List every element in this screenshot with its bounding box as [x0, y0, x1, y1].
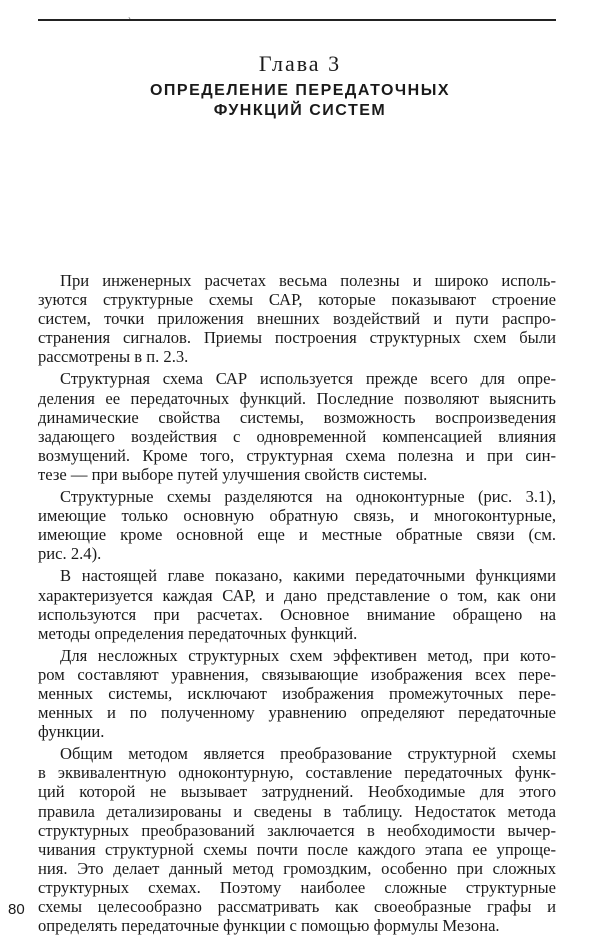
text-line: Структурные схемы разделяются на одноконтурные (рис. 3.1), — [60, 487, 556, 507]
text-line: Общим методом является преобразование структурной схемы — [60, 744, 556, 764]
text-line: тезе — при выборе путей улучшения свойств системы. — [38, 464, 428, 484]
text-line: ром составляют уравнения, связывающие изображения всех пере- — [38, 664, 556, 684]
text-line: При инженерных расчетах весьма полезны и широко исполь- — [60, 271, 556, 290]
text-line: динамические свойства системы, возможность воспроизведения — [38, 407, 556, 427]
text-line: Структурная схема САР используется прежде всего для опре- — [60, 369, 556, 389]
chapter-label: Глава 3 — [258, 51, 342, 76]
text-line: рассмотрены в п. 2.3. — [38, 347, 189, 367]
chapter-title-line: ФУНКЦИЙ СИСТЕМ — [213, 102, 387, 119]
text-line: структурных схемах. Поэтому наиболее сложные структурные — [38, 877, 556, 897]
text-line: ций которой не вызывает затруднений. Необходимые для этого — [38, 782, 556, 802]
text-line: определять передаточные функции с помощью формулы Мезона. — [38, 916, 500, 936]
text-line: деления ее передаточных функций. Последние позволяют выяснить — [38, 388, 556, 408]
text-line: зуются структурные схемы САР, которые показывают строение — [38, 290, 556, 310]
page-number: 80 — [8, 901, 25, 918]
text-line: чивания структурной схемы почти после каждого этапа ее упроще- — [38, 839, 556, 859]
text-line: В настоящей главе показано, какими передаточными функциями — [60, 566, 556, 586]
text-line: ния. Это делает данный метод громоздким, особенно при сложных — [38, 858, 556, 878]
text-line: в эквивалентную одноконтурную, составление передаточных функ- — [38, 763, 556, 783]
text-line: функции. — [38, 722, 105, 742]
text-line: структурных преобразований заключается в необходимости вычер- — [38, 820, 556, 840]
text-line: менных системы, исключают изображения промежуточных пере- — [38, 683, 556, 703]
text-line: систем, точки приложения внешних воздействий и пути распро- — [38, 309, 556, 329]
text-line: характеризуется каждая САР, и дано представление о том, как они — [38, 585, 556, 605]
text-line: правила детализированы и сведены в таблицу. Недостаток метода — [38, 801, 556, 821]
paragraph-1 — [38, 271, 556, 366]
text-line: используются при расчетах. Основное внимание обращено на — [38, 604, 556, 624]
text-line: методы определения передаточных функций. — [38, 623, 358, 643]
chapter-title — [0, 81, 600, 121]
text-line: задающего воздействия с одновременной компенсацией влияния — [38, 426, 556, 446]
text-line: схемы целесообразно рассматривать как своеобразные графы и — [38, 897, 556, 916]
text-line: странения сигналов. Приемы построения структурных схем были — [38, 328, 556, 348]
text-line: возмущений. Кроме того, структурная схема полезна и при син- — [38, 445, 556, 465]
paragraph-2 — [38, 369, 556, 484]
paragraph-3 — [38, 487, 556, 563]
chapter-title-line: ОПРЕДЕЛЕНИЕ ПЕРЕДАТОЧНЫХ — [149, 82, 451, 99]
text-line: Для несложных структурных схем эффективен метод, при кото- — [60, 645, 556, 665]
text-line: имеющие кроме основной еще и местные обратные связи (см. — [38, 525, 556, 545]
text-line: имеющие только основную обратную связь, и многоконтурные, — [38, 506, 556, 526]
paragraph-6 — [38, 744, 556, 935]
top-rule — [38, 19, 556, 21]
top-mark: ˎ — [128, 9, 131, 19]
text-line: менных и по полученному уравнению определяют передаточные — [38, 703, 556, 723]
text-line: рис. 2.4). — [38, 544, 102, 564]
body-text — [38, 271, 556, 938]
paragraph-4 — [38, 566, 556, 642]
paragraph-5 — [38, 646, 556, 741]
